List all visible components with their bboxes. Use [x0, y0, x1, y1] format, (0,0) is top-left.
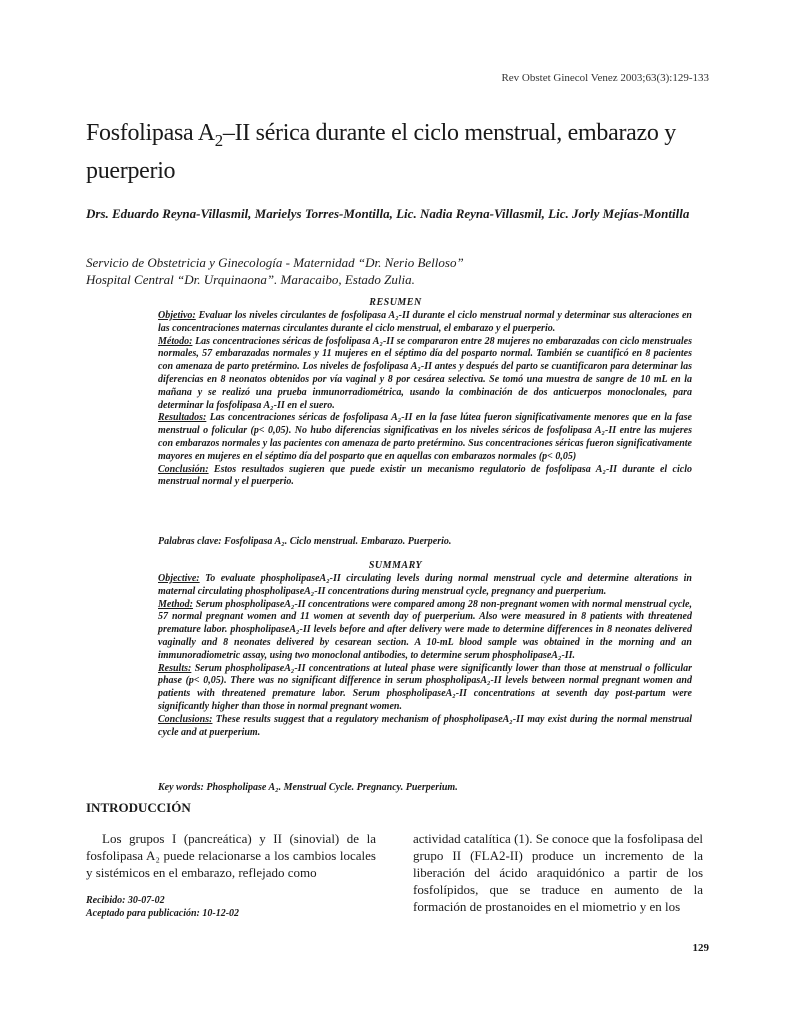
resumen-heading: RESUMEN	[369, 297, 422, 308]
conclusion-text: Estos resultados sugieren que puede existir un mecanismo regulatorio de fosfolipasa A₂-II durante el ciclo menstrual normal y el puerperio.	[158, 463, 692, 488]
introduction-heading: INTRODUCCIÓN	[86, 800, 191, 815]
title-part-1: Fosfolipasa A	[86, 120, 215, 146]
resultados-text: Las concentraciones séricas de fosfolipasa A₂-II en la fase lútea fueron significativamente menores que en la fase menstrual o folicular (p< 0,05). No hubo diferencias significativas en los niveles séricos de fosfolipasa A₂-II entre las mujeres con embarazos normales y las pacientes con amenaza de parto pretérmino. Sus concentraciones séricas fueron significativamente mayores en mujeres en el séptimo día del posparto que en aquellas con embarazos normales (p< 0,05)	[158, 412, 692, 462]
resumen-body	[158, 310, 692, 489]
affiliation-line-1: Servicio de Obstetricia y Ginecología - Maternidad “Dr. Nerio Belloso”	[86, 255, 464, 270]
results-label: Results:	[158, 662, 192, 674]
article-dates	[86, 894, 239, 920]
metodo-text: Las concentraciones séricas de fosfolipasa A₂-II se compararon entre 28 mujeres no embarazadas con ciclo menstruales normales, 57 embarazadas normales y 11 mujeres en el séptimo día del posparto normal. También se cuantificó en 8 pacientes con amenaza de parto pretérmino. Los niveles de fosfolipasa A₂-II antes y después del parto se cuantificaron para determinar las diferencias en 8 neonatos obtenidos por vía vaginal y 8 por cesárea selectiva. Se tomó una muestra de sangre de 10 mL en la mañana y se realizó una prueba inmunorradiométrica, usando la combinación de dos anticuerpos monoclonales, para determinar la fosfolipasa A₂-II en el suero.	[158, 335, 692, 411]
authors: Drs. Eduardo Reyna-Villasmil, Marielys Torres-Montilla, Lic. Nadia Reyna-Villasmil, Lic. Jorly Mejías-Montilla	[86, 206, 690, 221]
summary-conclusions	[158, 714, 692, 740]
resumen-resultados	[158, 412, 692, 463]
results-text: Serum phospholipaseA₂-II concentrations at luteal phase were significantly lower than those at menstrual o follicular phase (p< 0,05). There was no significant difference in serum phospholipasA₂-II levels between normal pregnant women and patients with threatened premature labor. Serum phospholipaseA₂-II concentrations at seventh day post-partum were significantly higher than those in normal pregnant women.	[158, 662, 692, 712]
received-date: Recibido: 30-07-02	[86, 895, 165, 906]
affiliation	[86, 254, 702, 288]
resumen-metodo	[158, 336, 692, 413]
resumen-objetivo	[158, 310, 692, 336]
summary-results	[158, 663, 692, 714]
accepted-date: Aceptado para publicación: 10-12-02	[86, 908, 240, 919]
conclusions-label: Conclusions:	[158, 713, 213, 725]
objetivo-label: Objetivo:	[158, 310, 196, 321]
summary-body	[158, 573, 692, 739]
objective-label: Objective:	[158, 573, 200, 584]
intro-left-column	[86, 830, 376, 881]
resultados-label: Resultados:	[158, 412, 207, 424]
resumen-conclusion	[158, 464, 692, 490]
summary-heading: SUMMARY	[368, 560, 423, 571]
summary-method	[158, 599, 692, 663]
summary-objective	[158, 573, 692, 599]
intro-right-paragraph: actividad catalítica (1). Se conoce que la fosfolipasa del grupo II (FLA2-II) produce un incremento de la liberación del ácido araquidónico a partir de los fosfolípidos, que se traduce en aumento de la formación de prostanoides en el miometrio y en los	[413, 831, 703, 914]
objetivo-text: Evaluar los niveles circulantes de fosfolipasa A₂-II durante el ciclo menstrual normal y determinar sus alteraciones en las concentraciones maternas circulantes durante el ciclo menstrual, el embarazo y el puerperio.	[158, 310, 692, 334]
page-number: 129	[692, 942, 709, 954]
objective-text: To evaluate phospholipaseA₂-II circulating levels during normal menstrual cycle and determine alterations in maternal circulating phospholipaseA₂-II concentrations during menstrual cycle, pregnancy and puerperium.	[158, 573, 692, 597]
journal-reference: Rev Obstet Ginecol Venez 2003;63(3):129-133	[501, 72, 709, 84]
key-words: Key words: Phospholipase A₂. Menstrual Cycle. Pregnancy. Puerperium.	[158, 782, 458, 793]
article-title	[86, 118, 726, 187]
affiliation-line-2: Hospital Central “Dr. Urquinaona”. Maracaibo, Estado Zulia.	[86, 272, 415, 287]
palabras-clave: Palabras clave: Fosfolipasa A₂. Ciclo menstrual. Embarazo. Puerperio.	[158, 536, 452, 547]
intro-right-column	[413, 830, 703, 915]
title-subscript: 2	[214, 130, 223, 150]
metodo-label: Método:	[158, 335, 193, 347]
intro-left-paragraph: Los grupos I (pancreática) y II (sinovial) de la fosfolipasa A₂ puede relacionarse a los cambios locales y sistémicos en el embarazo, reflejado como	[86, 831, 376, 880]
method-label: Method:	[158, 598, 193, 610]
title-part-2: –II sérica durante el ciclo menstrual, embarazo y puerperio	[86, 120, 676, 184]
conclusions-text: These results suggest that a regulatory mechanism of phospholipaseA₂-II may exist during the normal menstrual cycle and at puerperium.	[158, 713, 692, 738]
method-text: Serum phospholipaseA₂-II concentrations were compared among 28 non-pregnant women with normal menstrual cycle, 57 normal pregnant women and 11 women at seventh day of puerperium. Also were measured in 8 patients with threatened premature labor. phospholipaseA₂-II levels before and after delivery were made to determine differences in 8 neonates delivered vaginally and 8 neonates delivered by cesarean section. A 10-mL blood sample was obtained in the morning and an immunoradiometric assay, using two monoclonal antibodies, to determine serum phospholipaseA₂-II.	[158, 598, 692, 661]
conclusion-label: Conclusión:	[158, 463, 209, 475]
